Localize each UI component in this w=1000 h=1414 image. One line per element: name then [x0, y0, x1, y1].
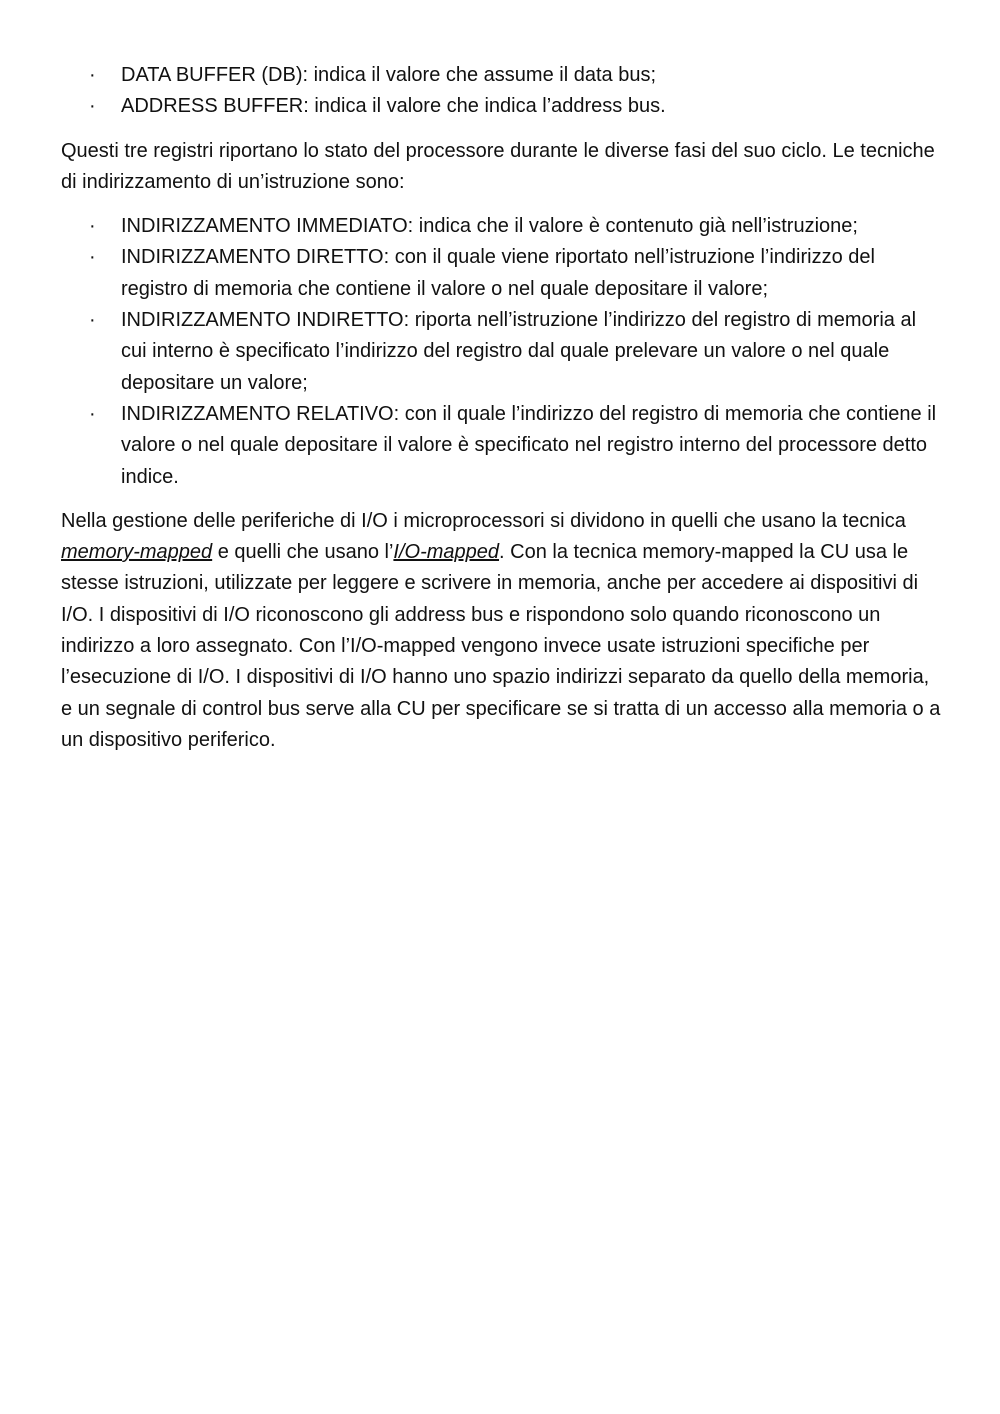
list-item: [61, 60, 941, 91]
list-item-text: INDIRIZZAMENTO IMMEDIATO: indica che il valore è contenuto già nell’istruzione;: [121, 215, 858, 238]
addressing-techniques-list: [61, 211, 941, 493]
spacer: [61, 493, 941, 506]
list-item: [61, 91, 941, 122]
page-content: [61, 60, 941, 756]
bullet-icon: ·: [89, 95, 96, 118]
list-item: [61, 399, 941, 493]
list-item-text: INDIRIZZAMENTO RELATIVO: con il quale l’indirizzo del registro di memoria che contiene il valore o nel quale depositare il valore è specificato nel registro interno del processore detto indice.: [121, 402, 937, 488]
paragraph-text: e quelli che usano l’: [212, 541, 394, 564]
list-item-text: INDIRIZZAMENTO DIRETTO: con il quale viene riportato nell’istruzione l’indirizzo del registro di memoria che contiene il valore o nel quale depositare il valore;: [121, 246, 875, 300]
list-item: [61, 242, 941, 305]
paragraph-text: Nella gestione delle periferiche di I/O i microprocessori si dividono in quelli che usano la tecnica: [61, 509, 906, 532]
bullet-icon: ·: [89, 309, 96, 332]
bullet-icon: ·: [89, 246, 96, 269]
term-memory-mapped: memory-mapped: [61, 541, 213, 564]
list-item: [61, 211, 941, 242]
list-item-text: INDIRIZZAMENTO INDIRETTO: riporta nell’istruzione l’indirizzo del registro di memoria al cui interno è specificato l’indirizzo del registro dal quale prelevare un valore o nel quale depositare un valore;: [121, 309, 917, 394]
bullet-icon: ·: [89, 215, 96, 238]
bullet-icon: ·: [89, 402, 96, 425]
list-item-text: DATA BUFFER (DB): indica il valore che assume il data bus;: [121, 64, 656, 86]
bullet-icon: ·: [89, 64, 96, 86]
paragraph-registers: Questi tre registri riportano lo stato del processore durante le diverse fasi del suo ciclo. Le tecniche di indirizzamento di un’istruzione sono:: [61, 139, 935, 193]
list-item: [61, 305, 941, 399]
list-item-text: ADDRESS BUFFER: indica il valore che indica l’address bus.: [121, 95, 666, 118]
paragraph-io-management: [61, 506, 941, 756]
spacer: [61, 123, 941, 136]
paragraph-text: . Con la tecnica memory-mapped la CU usa le stesse istruzioni, utilizzate per leggere e scrivere in memoria, anche per accedere ai dispositivi di I/O. I dispositivi di I/O riconoscono gli address bus e rispondono solo quando riconoscono un indirizzo a loro assegnato. Con l’I/O-mapped vengono invece usate istruzioni specifiche per l’esecuzione di I/O. I dispositivi di I/O hanno uno spazio indirizzi separato da quello della memoria, e un segnale di control bus serve alla CU per specificare se si tratta di un accesso alla memoria o a un dispositivo periferico.: [61, 541, 941, 751]
spacer: [61, 198, 941, 211]
buffer-register-list: [61, 60, 941, 123]
term-io-mapped: I/O-mapped: [393, 541, 500, 564]
